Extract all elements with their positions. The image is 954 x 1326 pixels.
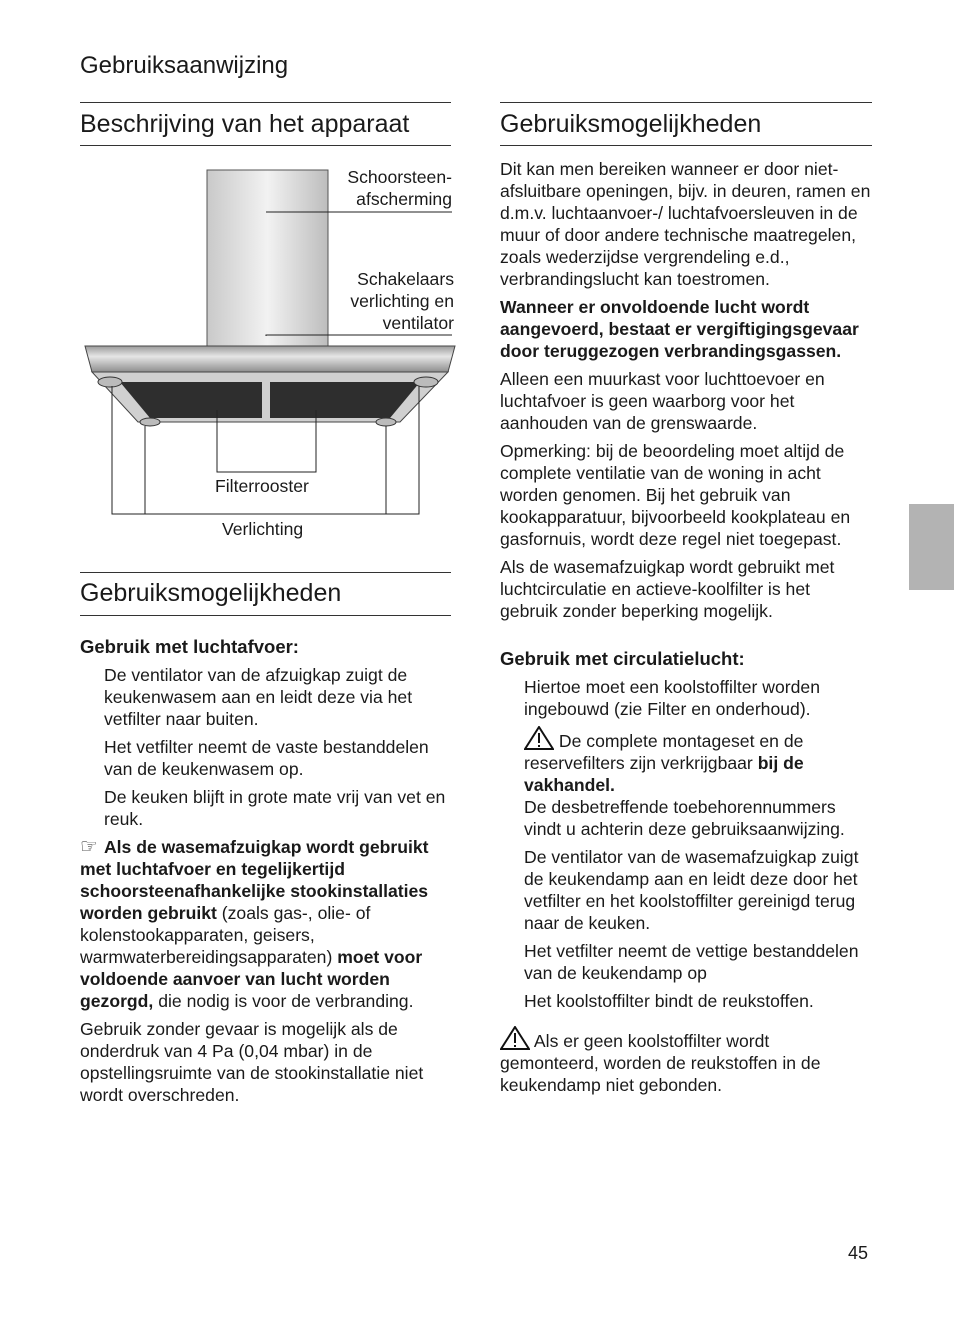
note-bold-2: moet voor voldoende aanvoer van lucht worden gezorgd, bbox=[80, 947, 423, 1011]
page-number: 45 bbox=[848, 1243, 869, 1263]
divider bbox=[80, 102, 451, 103]
label-chimney-cover bbox=[347, 166, 452, 210]
divider bbox=[500, 102, 872, 103]
hood-diagram bbox=[80, 160, 460, 550]
divider bbox=[80, 145, 451, 146]
paragraph: Het vetfilter neemt de vettige bestanddelen van de keukendamp op bbox=[524, 941, 859, 983]
section-title-description: Beschrijving van het apparaat bbox=[80, 110, 410, 138]
paragraph: Alleen een muurkast voor luchttoevoer en luchtafvoer is geen waarborg voor het aanhouden van de grenswaarde. bbox=[500, 369, 825, 433]
paragraph: De keuken blijft in grote mate vrij van vet en reuk. bbox=[104, 787, 446, 829]
pointing-hand-icon: ☞ bbox=[80, 836, 98, 858]
divider bbox=[80, 615, 451, 616]
label-switches-line3: ventilator bbox=[382, 313, 454, 333]
paragraph: Als de wasemafzuigkap wordt gebruikt met luchtcirculatie en actieve-koolfilter is het gebruik zonder beperking mogelijk. bbox=[500, 557, 835, 621]
paragraph: Het vetfilter neemt de vaste bestanddelen van de keukenwasem op. bbox=[104, 737, 429, 779]
paragraph bbox=[500, 726, 872, 840]
paragraph: Dit kan men bereiken wanneer er door niet-afsluitbare openingen, bijv. in deuren, ramen en d.m.v. luchtaanvoer-/ luchtafvoersleuven in de muur of door andere technische maatregelen, zoals wederzijdse vergrendeling e.d., verbrandingslucht kan toestromen. bbox=[500, 159, 871, 289]
page-header: Gebruiksaanwijzing bbox=[80, 52, 289, 79]
paragraph: Het koolstoffilter bindt de reukstoffen. bbox=[524, 991, 814, 1011]
note-paragraph bbox=[80, 836, 452, 1012]
note-text-1: (zoals gas-, olie- of kolenstookapparaten, geisers, warmwaterbereidingsapparaten) bbox=[80, 903, 371, 967]
kit-bold: bij de vakhandel. bbox=[524, 753, 804, 795]
section-title-usage-right: Gebruiksmogelijkheden bbox=[500, 110, 762, 138]
kit-text: De complete montageset en de reservefilters zijn verkrijgbaar bbox=[524, 731, 804, 773]
label-switches-line2: verlichting en bbox=[350, 291, 454, 311]
subheading-recirculation: Gebruik met circulatielucht: bbox=[500, 648, 745, 669]
label-chimney-line1: Schoorsteen- bbox=[347, 167, 452, 187]
warning-note-text: Als er geen koolstoffilter wordt gemonteerd, worden de reukstoffen in de keukendamp niet gebonden. bbox=[500, 1031, 821, 1095]
chapter-tab bbox=[909, 504, 954, 590]
note-text-2: die nodig is voor de verbranding. bbox=[153, 991, 414, 1011]
note-bold-1: Als de wasemafzuigkap wordt gebruikt met luchtafvoer en tegelijkertijd schoorsteenafhankelijke stookinstallaties worden gebruikt bbox=[80, 837, 429, 923]
paragraph: Gebruik zonder gevaar is mogelijk als de onderdruk van 4 Pa (0,04 mbar) in de opstellingsruimte van de stookinstallatie niet wordt overschreden. bbox=[80, 1019, 424, 1105]
paragraph: De ventilator van de wasemafzuigkap zuigt de keukendamp aan en leidt deze door het vetfilter en het koolstoffilter gereinigd terug naar de keuken. bbox=[524, 847, 859, 933]
label-switches bbox=[350, 268, 454, 334]
warning-note bbox=[500, 1026, 872, 1096]
left-column-text bbox=[80, 636, 452, 1112]
warning-icon bbox=[500, 1026, 530, 1050]
label-lighting: Verlichting bbox=[222, 519, 304, 539]
section-title-usage: Gebruiksmogelijkheden bbox=[80, 579, 342, 607]
paragraph: Hiertoe moet een koolstoffilter worden ingebouwd (zie Filter en onderhoud). bbox=[524, 677, 820, 719]
warning-paragraph: Wanneer er onvoldoende lucht wordt aangevoerd, bestaat er vergiftigingsgevaar door teruggezogen verbrandingsgassen. bbox=[500, 297, 859, 361]
label-chimney-line2: afscherming bbox=[356, 189, 452, 209]
label-filter-grille: Filterrooster bbox=[215, 476, 309, 496]
accessory-text: De desbetreffende toebehorennummers vindt u achterin deze gebruiksaanwijzing. bbox=[524, 797, 845, 839]
paragraph: Opmerking: bij de beoordeling moet altijd de complete ventilatie van de woning in acht worden genomen. Bij het gebruik van kookapparatuur, bijvoorbeeld kookplateau en gasfornuis, wordt deze regel niet toegepast. bbox=[500, 441, 851, 549]
paragraph: De ventilator van de afzuigkap zuigt de keukenwasem aan en leidt deze via het vetfilter naar buiten. bbox=[104, 665, 413, 729]
divider bbox=[500, 145, 872, 146]
subheading-exhaust: Gebruik met luchtafvoer: bbox=[80, 636, 299, 657]
right-column-text bbox=[500, 158, 872, 1102]
label-switches-line1: Schakelaars bbox=[357, 269, 454, 289]
warning-icon bbox=[524, 726, 554, 750]
